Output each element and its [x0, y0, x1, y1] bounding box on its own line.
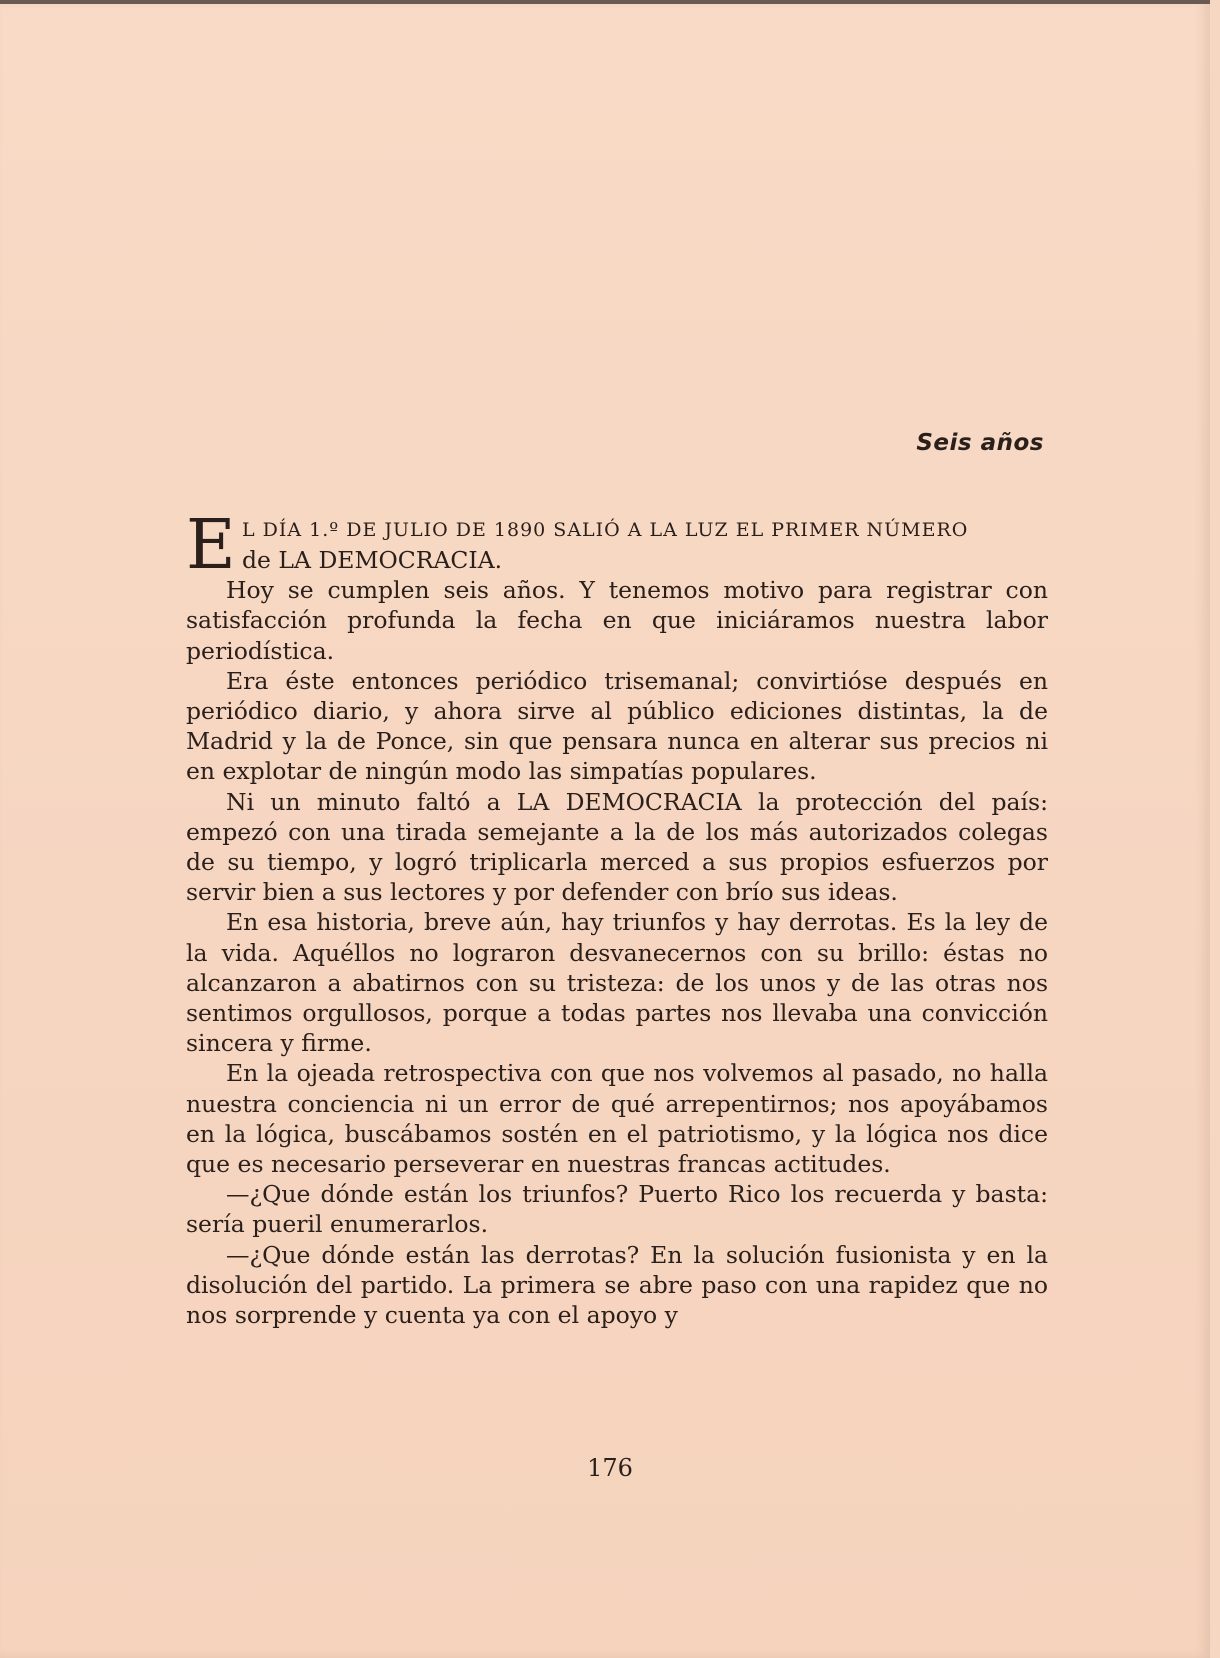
page-number: 176: [587, 1454, 633, 1482]
lead-paragraph: [186, 506, 1048, 585]
paragraph: En esa historia, breve aún, hay triunfos y hay derrotas. Es la ley de la vida. Aquéllos no lograron desvanecernos con su brillo: éstas no alcanzaron a abatirnos con su tristeza: de los unos y de las otras nos sentimos orgullosos, porque a todas partes nos llevaba una convicción sincera y firme.: [186, 908, 1048, 1058]
paragraph: En la ojeada retrospectiva con que nos volvemos al pasado, no halla nuestra conciencia ni un error de qué arrepentirnos; nos apoyábamos en la lógica, buscábamos sostén en el patriotismo, y la lógica nos dice que es necesario perseverar en nuestras francas actitudes.: [186, 1059, 1048, 1179]
paragraph: Ni un minuto faltó a LA DEMOCRACIA la protección del país: empezó con una tirada semejante a la de los más autorizados colegas de su tiempo, y logró triplicarla merced a sus propios esfuerzos por servir bien a sus lectores y por defender con brío sus ideas.: [186, 787, 1048, 907]
drop-cap: E: [186, 506, 236, 585]
paragraph: Era éste entonces periódico trisemanal; convirtióse después en periódico diario, y ahora sirve al público ediciones distintas, la de Madrid y la de Ponce, sin que pensara nunca en alterar sus precios ni en explotar de ningún modo las simpatías populares.: [186, 666, 1048, 786]
paragraph: —¿Que dónde están las derrotas? En la solución fusionista y en la disolución del partido. La primera se abre paso con una rapidez que no nos sorprende y cuenta ya con el apoyo y: [186, 1240, 1048, 1330]
paragraph: —¿Que dónde están los triunfos? Puerto Rico los recuerda y basta: sería pueril enumerarlos.: [186, 1180, 1048, 1239]
article-body: [186, 506, 1048, 1330]
paragraph: Hoy se cumplen seis años. Y tenemos motivo para registrar con satisfacción profunda la fecha en que iniciáramos nuestra labor periodística.: [186, 576, 1048, 665]
page-top-edge: [0, 0, 1210, 4]
lead-small-caps: L DÍA 1.º DE JULIO DE 1890 SALIÓ A LA LUZ EL PRIMER NÚMERO: [242, 519, 969, 541]
lead-rest: de LA DEMOCRACIA.: [242, 546, 503, 574]
article-title: Seis años: [916, 430, 1044, 456]
